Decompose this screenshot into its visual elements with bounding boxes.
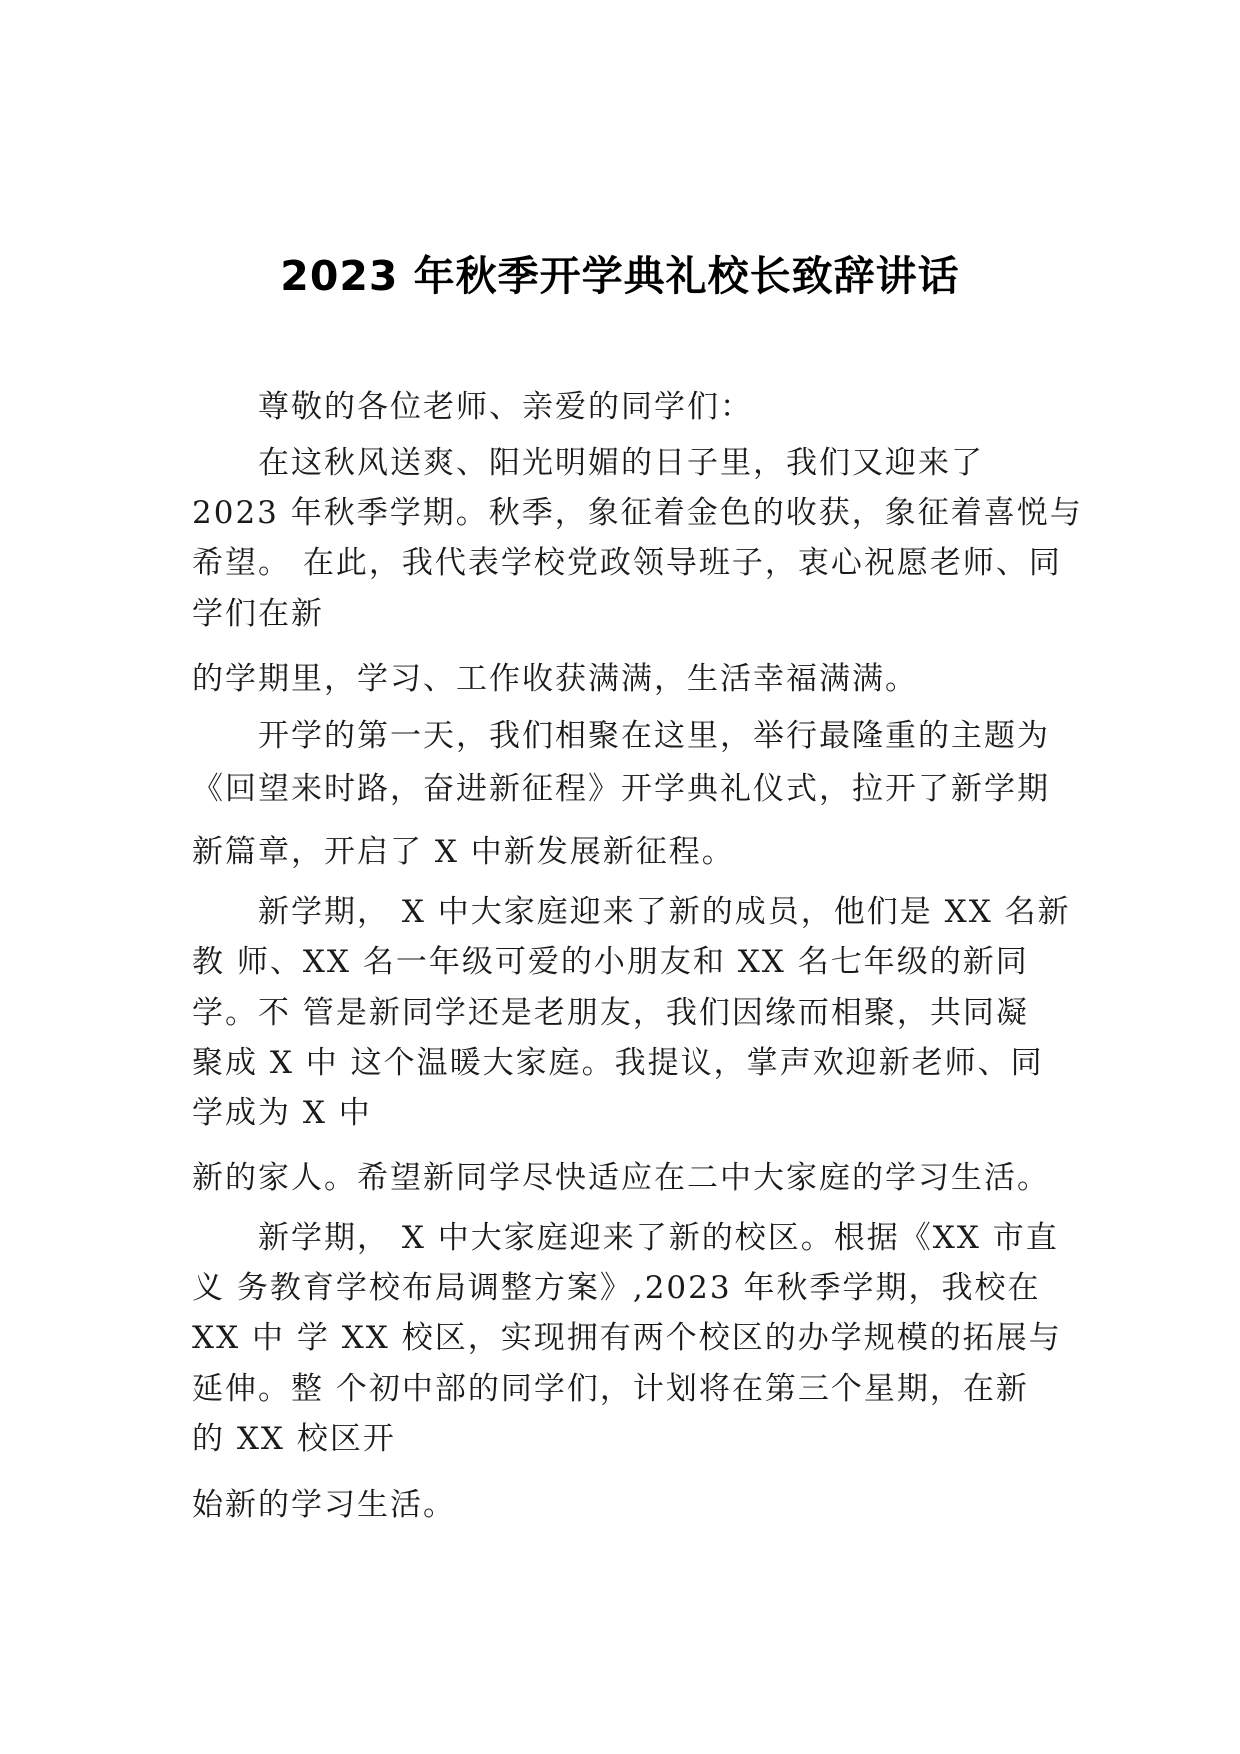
paragraph-line: 延伸。整 个初中部的同学们，计划将在第三个星期，在新 [192,1371,1029,1407]
paragraph-line: 新学期， X 中大家庭迎来了新的成员，他们是 XX 名新 [258,894,1071,930]
paragraph-line: XX 中 学 XX 校区，实现拥有两个校区的办学规模的拓展与 [192,1320,1062,1356]
salutation-line: 尊敬的各位老师、亲爱的同学们： [258,389,753,425]
paragraph-line: 学成为 X 中 [192,1095,372,1131]
paragraph-line: 在这秋风送爽、阳光明媚的日子里，我们又迎来了 [258,445,984,481]
paragraph-line: 义 务教育学校布局调整方案》,2023 年秋季学期，我校在 [192,1270,1041,1306]
paragraph-line: 的学期里，学习、工作收获满满，生活幸福满满。 [192,661,918,697]
paragraph-line: 的 XX 校区开 [192,1421,396,1457]
document-title: 2023 年秋季开学典礼校长致辞讲话 [280,252,960,300]
paragraph-line: 2023 年秋季学期。秋季，象征着金色的收获，象征着喜悦与 [192,495,1083,531]
paragraph-line: 聚成 X 中 这个温暖大家庭。我提议，掌声欢迎新老师、同 [192,1045,1044,1081]
paragraph-line: 学们在新 [192,596,324,632]
paragraph-line: 新的家人。希望新同学尽快适应在二中大家庭的学习生活。 [192,1160,1050,1196]
paragraph-line: 始新的学习生活。 [192,1487,456,1523]
paragraph-line: 新篇章，开启了 X 中新发展新征程。 [192,834,735,870]
paragraph-line: 学。不 管是新同学还是老朋友，我们因缘而相聚，共同凝 [192,995,1029,1031]
paragraph-line: 开学的第一天，我们相聚在这里，举行最隆重的主题为 [258,718,1050,754]
paragraph-line: 希望。 在此，我代表学校党政领导班子，衷心祝愿老师、同 [192,545,1062,581]
paragraph-line: 新学期， X 中大家庭迎来了新的校区。根据《XX 市直 [258,1220,1059,1256]
paragraph-line: 教 师、XX 名一年级可爱的小朋友和 XX 名七年级的新同 [192,944,1029,980]
paragraph-line: 《回望来时路，奋进新征程》开学典礼仪式，拉开了新学期 [192,771,1050,807]
